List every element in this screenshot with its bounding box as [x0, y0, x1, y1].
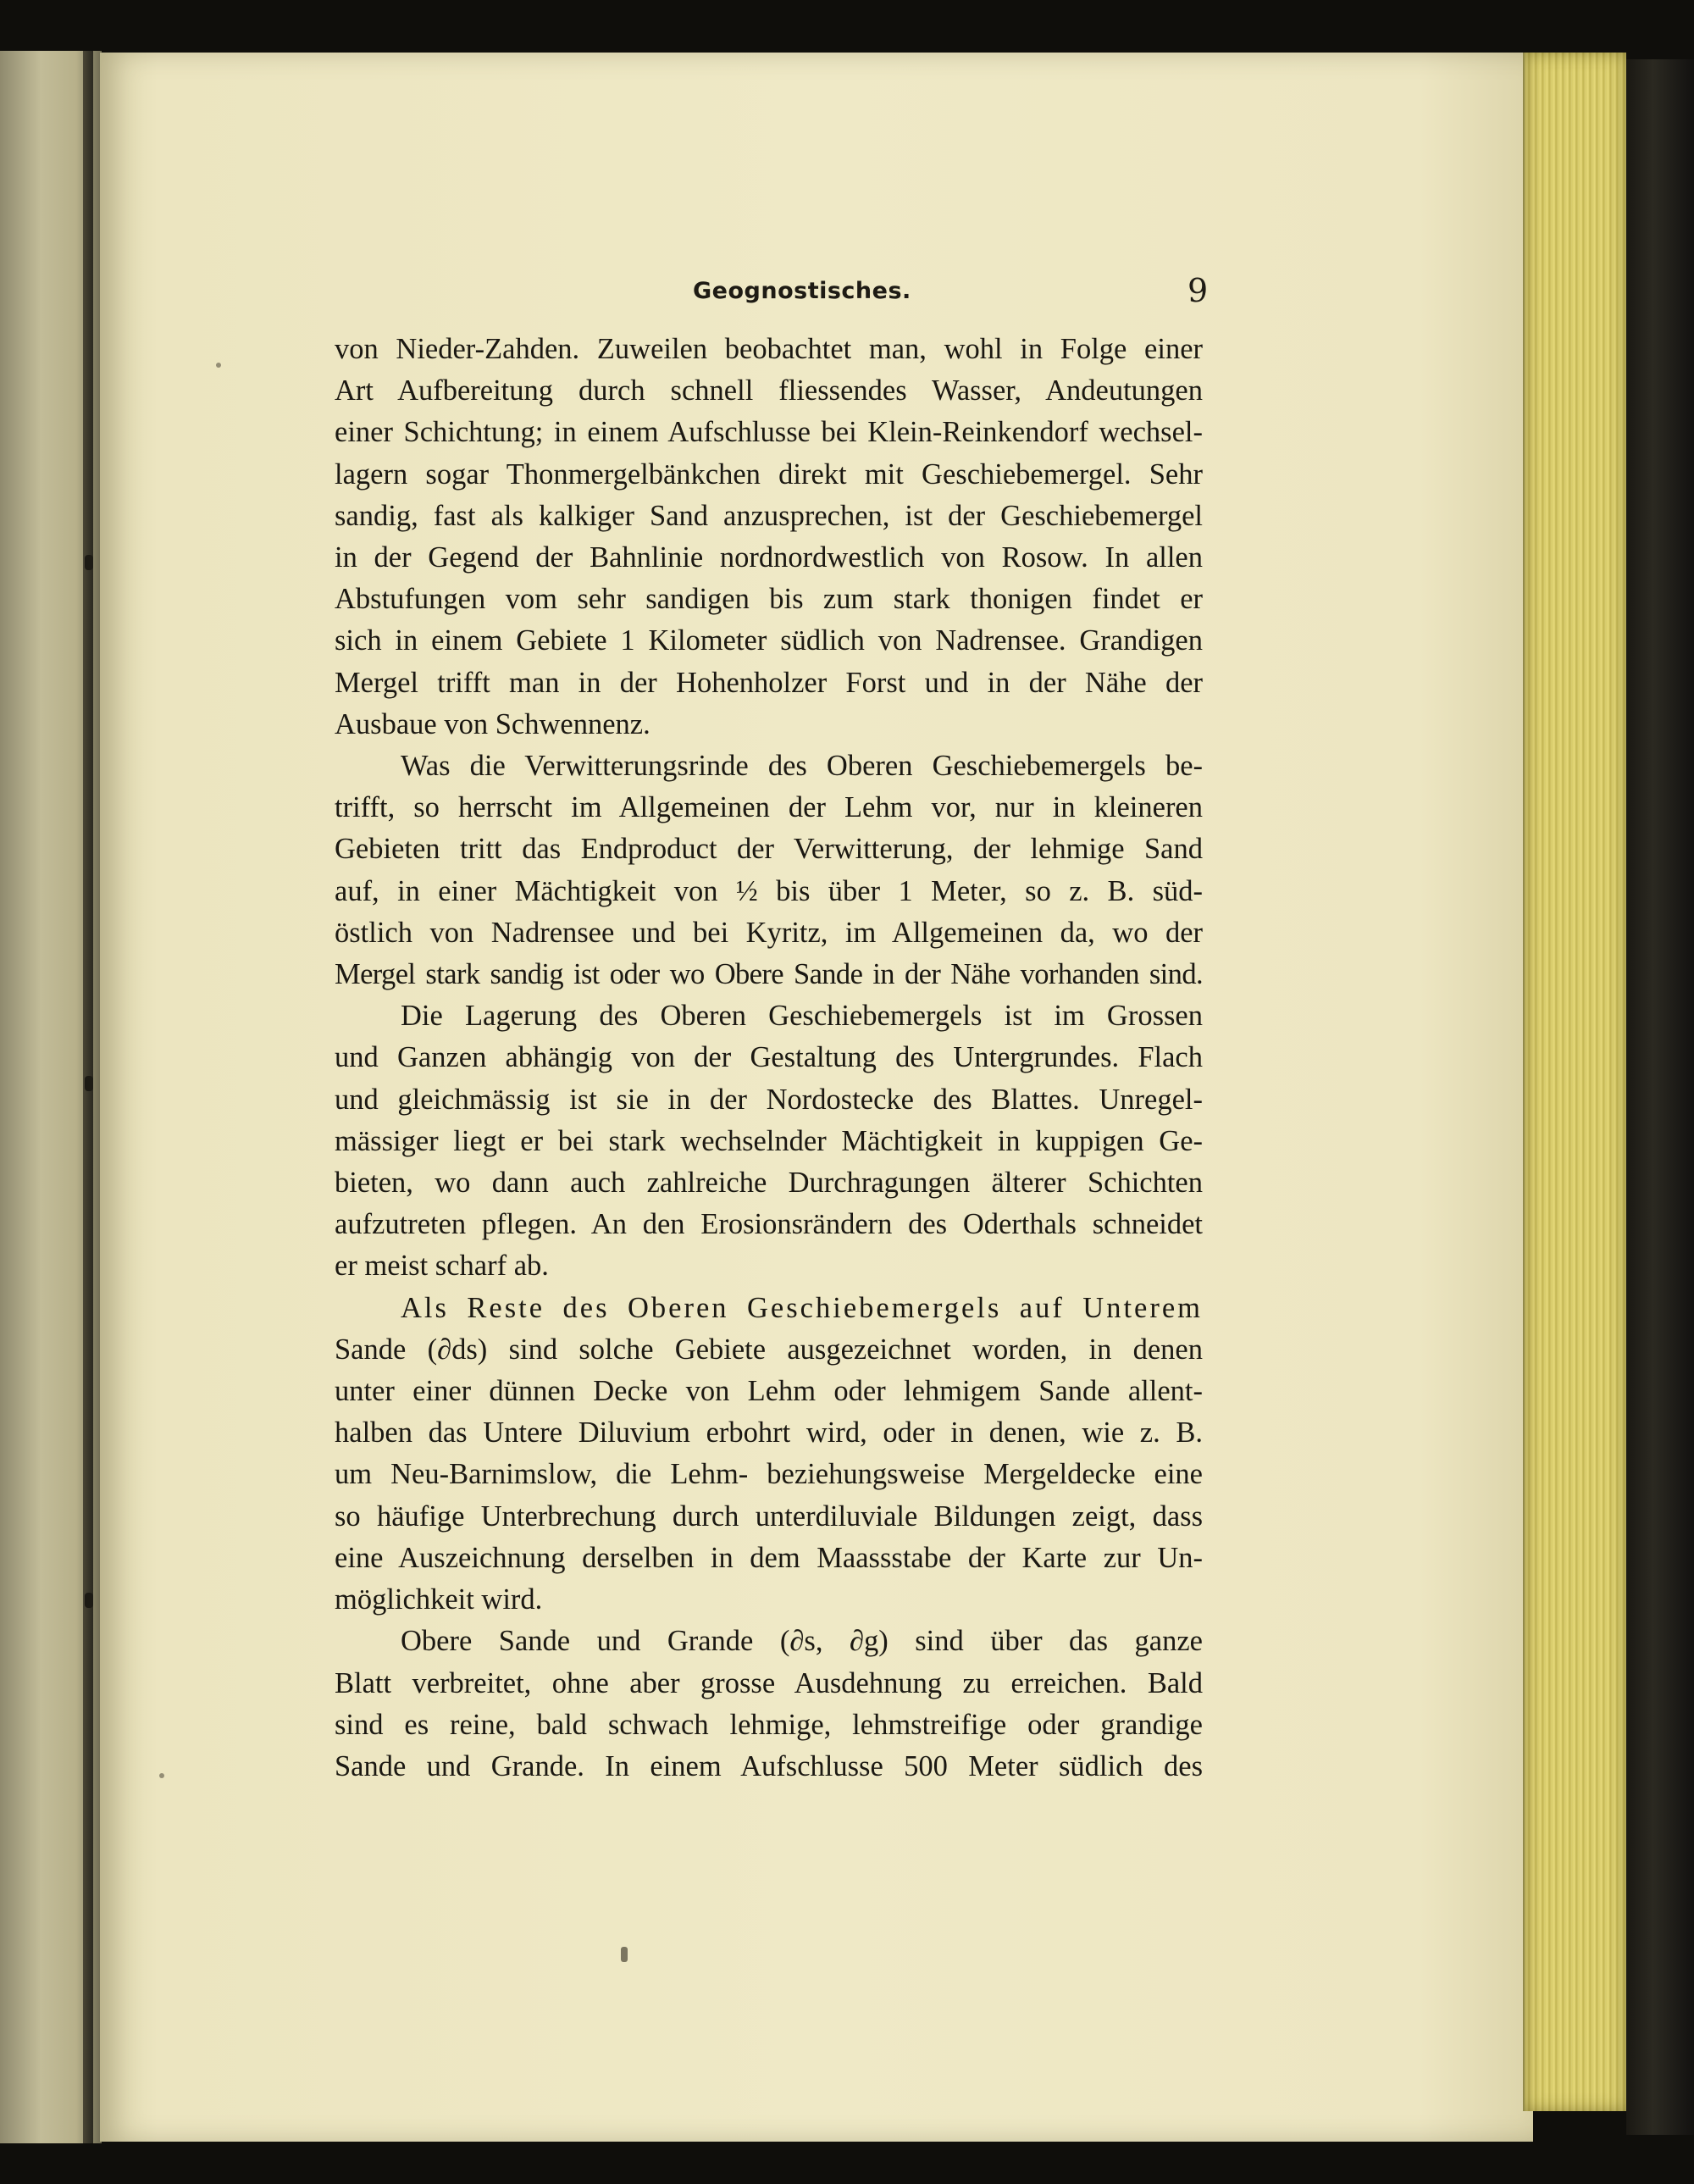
text-line: Abstufungen vom sehr sandigen bis zum stark thonigen findet er: [335, 583, 1203, 616]
book-gutter: [83, 51, 93, 2143]
text-line: und gleichmässig ist sie in der Nordostecke des Blattes. Unregel-: [335, 1083, 1203, 1116]
text-line: er meist scharf ab.: [335, 1250, 549, 1283]
text-line: lagern sogar Thonmergelbänkchen direkt mit Geschiebemergel. Sehr: [335, 457, 1203, 491]
text-line: aufzutreten pflegen. An den Erosionsrändern des Oderthals schneidet: [335, 1208, 1203, 1241]
book-cover-edge: [1626, 59, 1694, 2135]
text-line: Was die Verwitterungsrinde des Oberen Geschiebemergels be-: [401, 750, 1203, 783]
fore-edge-page-stack: [1525, 53, 1626, 2111]
text-line: trifft, so herrscht im Allgemeinen der Lehm vor, nur in kleineren: [335, 791, 1203, 824]
text-line: halben das Untere Diluvium erbohrt wird, oder in denen, wie z. B.: [335, 1416, 1203, 1450]
text-line: Obere Sande und Grande (∂s, ∂g) sind über das ganze: [401, 1625, 1203, 1658]
ink-speck: [216, 363, 221, 368]
text-line: von Nieder-Zahden. Zuweilen beobachtet man, wohl in Folge einer: [335, 333, 1203, 365]
body-text: [335, 329, 1203, 1788]
text-line: eine Auszeichnung derselben in dem Maassstabe der Karte zur Un-: [335, 1541, 1203, 1574]
text-line: auf, in einer Mächtigkeit von ½ bis über 1 Meter, so z. B. süd-: [335, 874, 1203, 907]
running-head-title: Geognostisches.: [693, 278, 911, 304]
gutter-thread-mark: [85, 555, 93, 570]
text-line: Art Aufbereitung durch schnell fliessendes Wasser, Andeutungen: [335, 374, 1203, 407]
gutter-thread-mark: [85, 1593, 93, 1608]
text-line: sind es reine, bald schwach lehmige, lehmstreifige oder grandige: [335, 1708, 1203, 1741]
text-line: Sande (∂ds) sind solche Gebiete ausgezeichnet worden, in denen: [335, 1333, 1203, 1366]
text-line: Die Lagerung des Oberen Geschiebemergels ist im Grossen: [401, 1000, 1203, 1033]
text-line: sandig, fast als kalkiger Sand anzusprechen, ist der Geschiebemergel: [335, 499, 1203, 532]
gutter-thread-mark: [85, 1076, 93, 1091]
text-line: Blatt verbreitet, ohne aber grosse Ausdehnung zu erreichen. Bald: [335, 1666, 1203, 1699]
text-line: Mergel stark sandig ist oder wo Obere Sande in der Nähe vorhanden sind.: [335, 958, 1203, 991]
text-line: möglichkeit wird.: [335, 1583, 543, 1616]
text-line: bieten, wo dann auch zahlreiche Durchragungen älterer Schichten: [335, 1167, 1203, 1200]
text-line: Gebieten tritt das Endproduct der Verwitterung, der lehmige Sand: [335, 833, 1203, 866]
text-line: so häufige Unterbrechung durch unterdiluviale Bildungen zeigt, dass: [335, 1499, 1203, 1533]
text-line: Als Reste des Oberen Geschiebemergels auf Unterem: [401, 1291, 1203, 1324]
page-number: 9: [1187, 272, 1209, 309]
ink-speck: [159, 1773, 164, 1778]
text-line: Sande und Grande. In einem Aufschlusse 500 Meter südlich des: [335, 1749, 1203, 1782]
text-line: einer Schichtung; in einem Aufschlusse bei Klein-Reinkendorf wechsel-: [335, 416, 1203, 449]
text-line: unter einer dünnen Decke von Lehm oder lehmigem Sande allent-: [335, 1375, 1203, 1408]
ink-speck: [621, 1947, 628, 1962]
text-line: Mergel trifft man in der Hohenholzer Forst und in der Nähe der: [335, 666, 1203, 699]
text-line: östlich von Nadrensee und bei Kyritz, im Allgemeinen da, wo der: [335, 916, 1203, 949]
text-line: sich in einem Gebiete 1 Kilometer südlich von Nadrensee. Grandigen: [335, 624, 1203, 657]
text-line: in der Gegend der Bahnlinie nordnordwestlich von Rosow. In allen: [335, 541, 1203, 574]
running-head: [100, 269, 1533, 312]
text-line: um Neu-Barnimslow, die Lehm- beziehungsweise Mergeldecke eine: [335, 1458, 1203, 1491]
text-line: Ausbaue von Schwennenz.: [335, 707, 650, 740]
text-line: mässiger liegt er bei stark wechselnder Mächtigkeit in kuppigen Ge-: [335, 1124, 1203, 1157]
text-line: und Ganzen abhängig von der Gestaltung des Untergrundes. Flach: [335, 1041, 1203, 1074]
